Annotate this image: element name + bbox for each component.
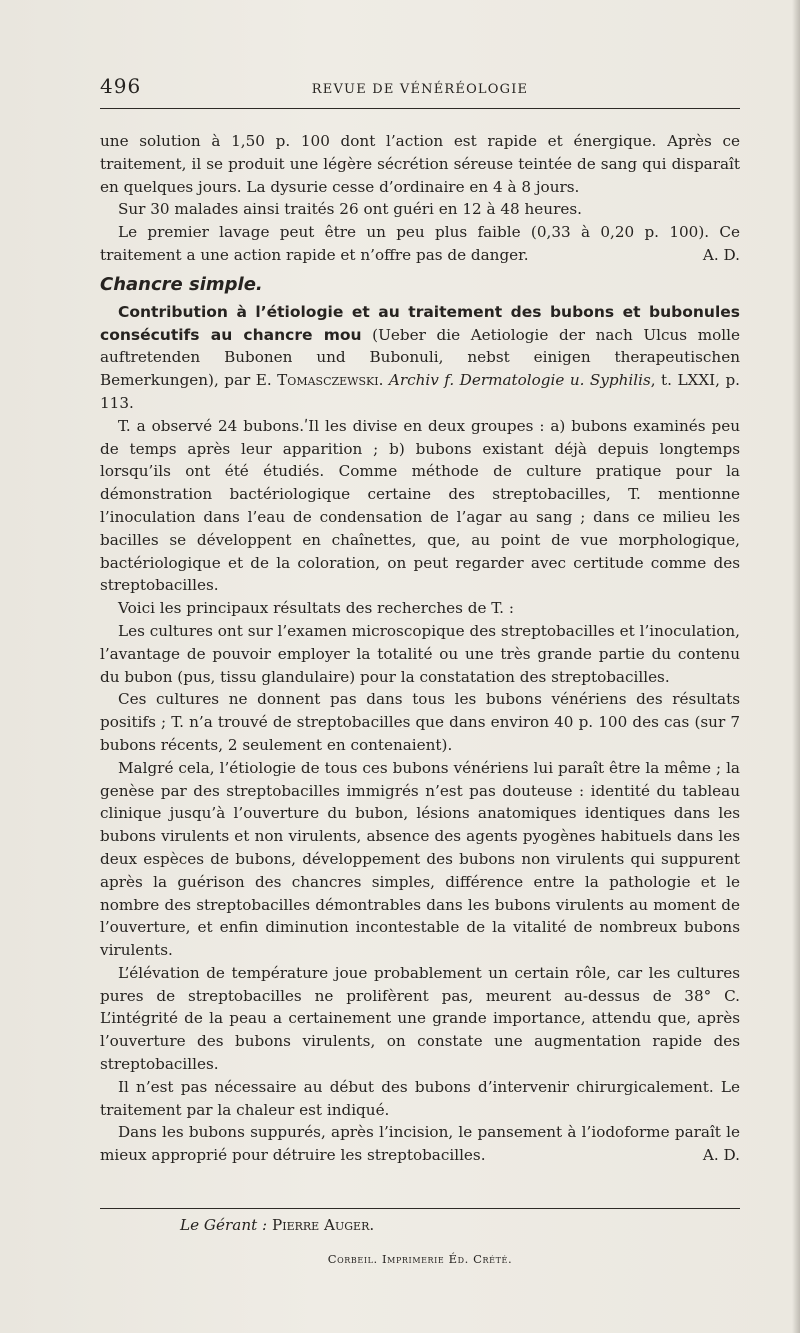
article-subtitle: (Ueber die Aetiologie der nach Ulcus molle auftretenden Bubonen und Bubonuli, nebst einigen therapeutischen Bemerkungen), par E. <box>100 325 740 390</box>
article-paragraph-5: Malgré cela, l’étiologie de tous ces bubons vénériens lui paraît être la même ; la genèse par des streptobacilles immigrés n’est pas douteuse : identité du tableau clinique jusqu’à l’ouverture du bubon, lésions anatomiques identiques dans les bubons virulents et non virulents, absence des agents pyogènes habituels dans les deux espèces de bubons, développement des bubons non virulents qui suppurent après la guérison des chancres simples, différence entre la pathologie et le nombre des streptobacilles démontrables dans les bubons virulents au moment de l’ouverture, et enfin diminution incontestable de la vitalité de nombreux bubons virulents. <box>100 758 740 960</box>
article-signature: A. D. <box>702 1146 740 1165</box>
article-journal: Archiv f. Dermatologie u. Syphilis <box>388 371 651 390</box>
gerant-name: Pierre Auger. <box>272 1216 375 1234</box>
article-paragraph-2: Voici les principaux résultats des recherches de T. : <box>118 599 514 618</box>
article-paragraph-8 <box>100 1121 740 1167</box>
section-title: Chancre simple. <box>100 273 263 295</box>
article-paragraph-3: Les cultures ont sur l’examen microscopique des streptobacilles et l’inoculation, l’avantage de pouvoir employer la totalité ou une très grande partie du contenu du bubon (pus, tissu glandulaire) pour la constatation des streptobacilles. <box>100 621 740 686</box>
article-author: Tomasczewski <box>277 371 379 390</box>
article-paragraph-8-text: Dans les bubons suppurés, après l’incision, le pansement à l’iodoforme paraît le mieux approprié pour détruire les streptobacilles. <box>100 1123 740 1165</box>
page-header <box>100 74 740 102</box>
header-rule <box>100 108 740 109</box>
article-paragraph-7: Il n’est pas nécessaire au début des bubons d’intervenir chirurgicalement. Le traitement par la chaleur est indiqué. <box>100 1077 740 1119</box>
gerant-label: Le Gérant : <box>180 1216 268 1234</box>
intro-paragraph-1: une solution à 1,50 p. 100 dont l’action est rapide et énergique. Après ce traitement, il se produit une légère sécrétion séreuse teintée de sang qui disparaît en quelques jours. La dysurie cesse d’ordinaire en 4 à 8 jours. <box>100 132 740 196</box>
article-title: Contribution à l’étiologie et au traitement des bubons et bubonules consécutifs au chancre mou <box>100 302 740 344</box>
article-paragraph-6: L’élévation de température joue probablement un certain rôle, car les cultures pures de streptobacilles ne prolifèrent pas, meurent au-dessus de 38° C. L’intégrité de la peau a certainement une grande importance, attendu que, après l’ouverture des bubons virulents, on constate une augmentation rapide des streptobacilles. <box>100 963 740 1074</box>
printer-text: Corbeil. Imprimerie Éd. Crété. <box>327 1252 513 1266</box>
article-citation: , t. LXXI, p. 113. <box>100 371 740 412</box>
article-paragraph-4: Ces cultures ne donnent pas dans tous les bubons vénériens des résultats positifs ; T. n’a trouvé de streptobacilles que dans environ 40 p. 100 des cas (sur 7 bubons récents, 2 seulement en contenaient). <box>100 690 740 754</box>
intro-paragraph-3-text: Le premier lavage peut être un peu plus faible (0,33 à 0,20 p. 100). Ce traitement a une action rapide et n’offre pas de danger. <box>100 223 740 264</box>
intro-paragraph-3 <box>100 221 740 267</box>
footer-rule <box>100 1208 740 1209</box>
page-body <box>100 130 740 1167</box>
page-number: 496 <box>100 74 142 98</box>
page-edge-shadow <box>792 0 800 1333</box>
intro-signature: A. D. <box>702 245 740 264</box>
article-paragraph-1: T. a observé 24 bubons.ʹIl les divise en deux groupes : a) bubons examinés peu de temps après leur apparition ; b) bubons existant déjà depuis longtemps lorsqu’ils ont été étudiés. Comme méthode de culture pratique pour la démonstration bactériologique certaine des streptobacilles, T. mentionne l’inoculation dans l’eau de condensation de l’agar au sang ; dans ce milieu les bacilles se développent en chaînettes, que, au point de vue morphologique, bactériologique et de la coloration, on peut regarder avec certitude comme des streptobacilles. <box>100 416 740 595</box>
printer-imprint <box>100 1252 740 1266</box>
intro-paragraph-2: Sur 30 malades ainsi traités 26 ont guéri en 12 à 48 heures. <box>118 200 582 219</box>
gerant-line <box>180 1216 374 1234</box>
article-author-suffix: . <box>378 371 389 390</box>
article-heading <box>100 301 740 415</box>
running-head: REVUE DE VÉNÉRÉOLOGIE <box>311 82 529 97</box>
